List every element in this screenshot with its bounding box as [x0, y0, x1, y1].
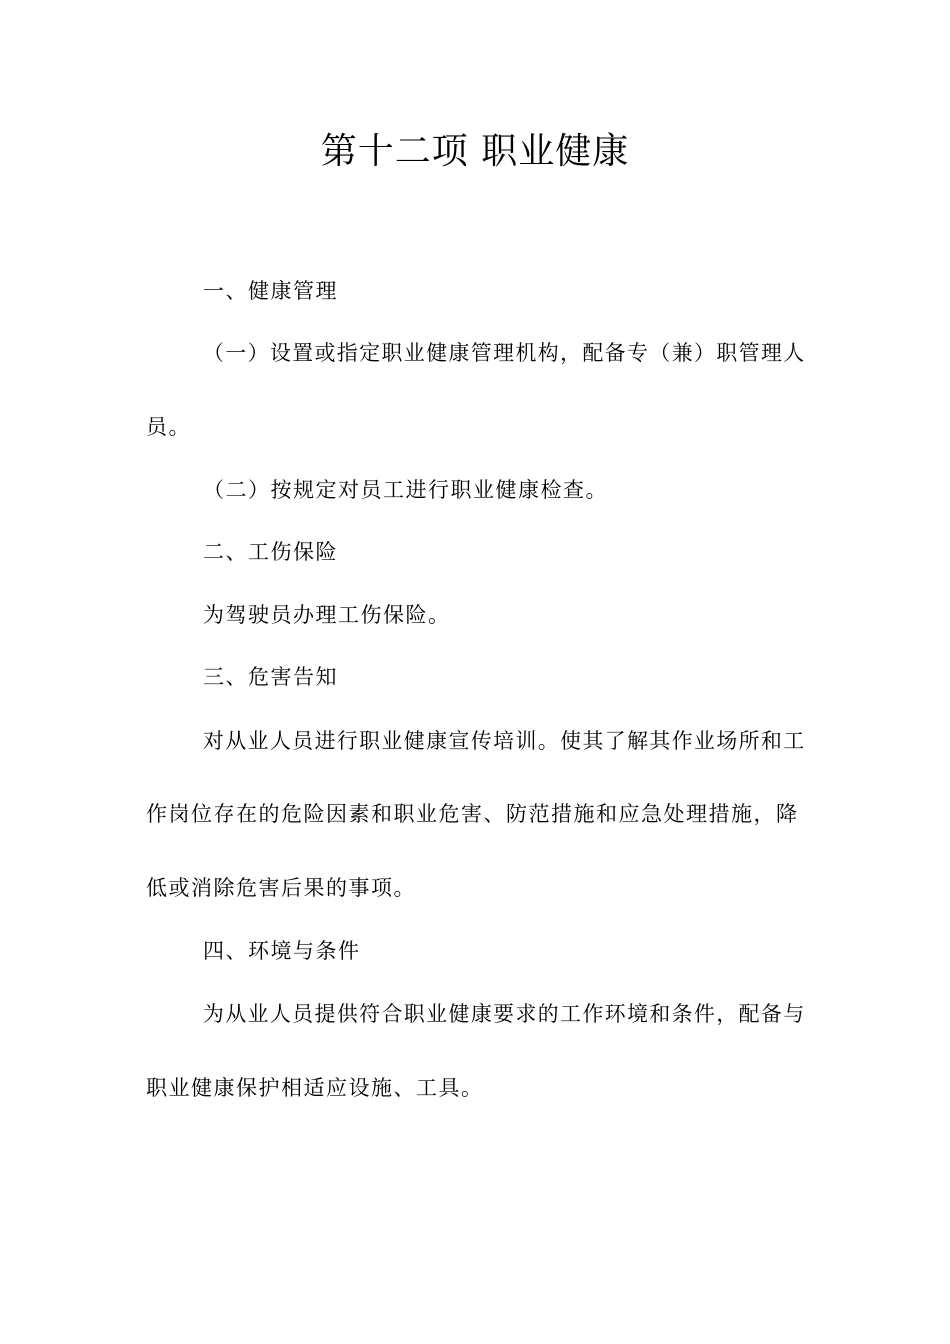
section-heading-environment-conditions: 四、环境与条件	[203, 939, 361, 963]
section-heading-work-injury-insurance: 二、工伤保险	[203, 540, 338, 564]
document-title: 第十二项 职业健康	[320, 131, 630, 172]
section-heading-hazard-notification: 三、危害告知	[203, 665, 338, 689]
item-1-line-1: （一）设置或指定职业健康管理机构，配备专（兼）职管理人	[203, 341, 806, 365]
section-heading-health-management: 一、健康管理	[203, 279, 338, 303]
section-3-line-1: 对从业人员进行职业健康宣传培训。使其了解其作业场所和工	[203, 729, 806, 753]
section-4-line-2: 职业健康保护相适应设施、工具。	[146, 1076, 484, 1100]
item-1-line-2: 员。	[146, 415, 191, 439]
section-3-line-3: 低或消除危害后果的事项。	[146, 876, 416, 900]
item-2-line-1: （二）按规定对员工进行职业健康检查。	[203, 478, 608, 502]
section-3-line-2: 作岗位存在的危险因素和职业危害、防范措施和应急处理措施，降	[146, 802, 799, 826]
section-2-body: 为驾驶员办理工伤保险。	[203, 603, 451, 627]
section-4-line-1: 为从业人员提供符合职业健康要求的工作环境和条件，配备与	[203, 1002, 806, 1026]
